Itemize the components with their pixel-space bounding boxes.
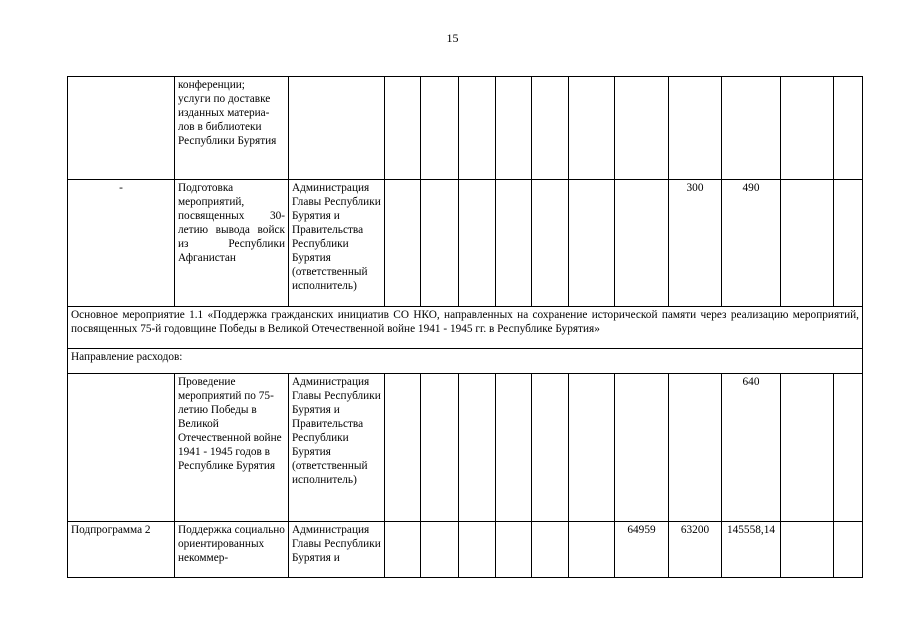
table-row (68, 180, 863, 307)
cell-description: Проведение мероприятий по 75-летию Победы в Великой Отечественной войне 1941 - 1945 годов в Республике Бурятия (175, 374, 289, 522)
cell-value (459, 374, 496, 522)
cell-value: 145558,14 (722, 522, 781, 578)
cell-value (421, 77, 459, 180)
cell-value (421, 374, 459, 522)
cell-value (834, 374, 863, 522)
cell-value (385, 77, 421, 180)
cell-value (532, 374, 569, 522)
cell-value (496, 180, 532, 307)
cell-value (532, 77, 569, 180)
cell-value (459, 77, 496, 180)
table-row (68, 77, 863, 180)
cell-executor: Администрация Главы Республики Бурятия и (289, 522, 385, 578)
program-table (67, 76, 863, 578)
cell-value: 63200 (669, 522, 722, 578)
cell-code (68, 374, 175, 522)
cell-value (496, 374, 532, 522)
cell-value (669, 77, 722, 180)
cell-value (385, 180, 421, 307)
cell-value (834, 522, 863, 578)
cell-value (532, 180, 569, 307)
cell-executor: Администрация Главы Республики Бурятия и Правительства Республики Бурятия (ответственный исполнитель) (289, 180, 385, 307)
cell-value (459, 180, 496, 307)
cell-value (781, 374, 834, 522)
cell-executor (289, 77, 385, 180)
table-row (68, 374, 863, 522)
cell-code: - (68, 180, 175, 307)
cell-value (569, 522, 615, 578)
cell-executor: Администрация Главы Республики Бурятия и Правительства Республики Бурятия (ответственный исполнитель) (289, 374, 385, 522)
expense-direction-heading: Направление расходов: (68, 349, 863, 374)
cell-value (834, 180, 863, 307)
cell-value (834, 77, 863, 180)
cell-value: 300 (669, 180, 722, 307)
cell-value: 640 (722, 374, 781, 522)
cell-value (722, 77, 781, 180)
cell-value (615, 180, 669, 307)
main-activity-heading: Основное мероприятие 1.1 «Поддержка гражданских инициатив СО НКО, направленных на сохранение исторической памяти через реализацию мероприятий, посвященных 75-й годовщине Победы в Великой Отечественной войне 1941 - 1945 гг. в Республике Бурятия» (68, 307, 863, 349)
page-number: 15 (446, 31, 459, 45)
cell-code (68, 77, 175, 180)
cell-description: конференции; услуги по доставке изданных материа-лов в библиотеки Республики Бурятия (175, 77, 289, 180)
cell-value (459, 522, 496, 578)
cell-value (385, 522, 421, 578)
cell-value (421, 522, 459, 578)
cell-value (421, 180, 459, 307)
cell-description: Поддержка социально ориентированных некоммер- (175, 522, 289, 578)
cell-description: Подготовка мероприятий, посвященных 30-летию вывода войск из Республики Афганистан (175, 180, 289, 307)
cell-value (615, 374, 669, 522)
table-row (68, 349, 863, 374)
cell-value: 64959 (615, 522, 669, 578)
cell-value (569, 77, 615, 180)
cell-value (669, 374, 722, 522)
cell-value (496, 77, 532, 180)
table-row (68, 307, 863, 349)
cell-value (569, 180, 615, 307)
table-row (68, 522, 863, 578)
cell-value (385, 374, 421, 522)
cell-value (781, 522, 834, 578)
cell-value (569, 374, 615, 522)
cell-value (781, 180, 834, 307)
cell-value: 490 (722, 180, 781, 307)
cell-value (781, 77, 834, 180)
cell-value (496, 522, 532, 578)
cell-value (615, 77, 669, 180)
cell-code: Подпрограмма 2 (68, 522, 175, 578)
cell-value (532, 522, 569, 578)
